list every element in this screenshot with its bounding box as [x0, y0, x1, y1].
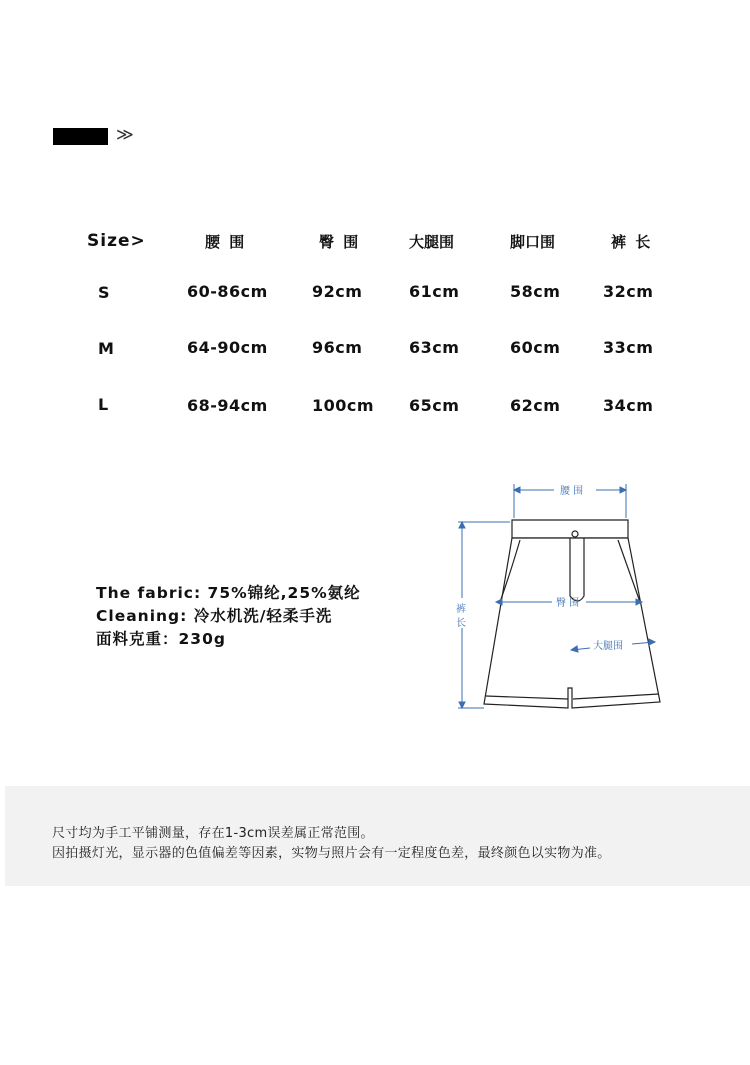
table-cell: 61cm — [409, 282, 460, 301]
fabric-weight: 面料克重：230g — [96, 630, 226, 648]
thigh-label: 大腿围 — [593, 641, 623, 652]
header-length: 裤 长 — [611, 233, 653, 251]
table-cell: 32cm — [603, 282, 654, 301]
header-size: Size> — [87, 231, 146, 251]
table-cell: 63cm — [409, 338, 460, 357]
length-label-top: 裤 — [456, 604, 466, 615]
table-cell: 60cm — [510, 338, 561, 357]
table-cell: 64-90cm — [187, 338, 268, 357]
header-hem: 脚口围 — [510, 233, 556, 251]
length-label-bottom: 长 — [456, 618, 466, 629]
table-cell: 92cm — [312, 282, 363, 301]
table-cell: 100cm — [312, 396, 375, 415]
table-cell: 65cm — [409, 396, 460, 415]
row-size-label: M — [98, 339, 115, 358]
waist-label: 腰 围 — [560, 486, 584, 497]
hip-label: 臀 围 — [556, 598, 580, 609]
header-thigh: 大腿围 — [409, 233, 455, 251]
table-cell: 33cm — [603, 338, 654, 357]
cleaning-instructions: Cleaning: 冷水机洗/轻柔手洗 — [96, 607, 333, 625]
table-cell: 62cm — [510, 396, 561, 415]
header-hip: 臀 围 — [319, 233, 361, 251]
shorts-outline — [484, 520, 660, 708]
fabric-info — [96, 582, 361, 651]
double-chevron-icon: ≫ — [116, 125, 134, 145]
header-waist: 腰 围 — [205, 233, 247, 251]
table-cell: 68-94cm — [187, 396, 268, 415]
row-size-label: L — [98, 395, 109, 414]
notice-measurement-tolerance: 尺寸均为手工平铺测量，存在1-3cm误差属正常范围。 — [52, 826, 374, 841]
table-cell: 96cm — [312, 338, 363, 357]
size-table — [0, 0, 750, 430]
notice-box — [5, 786, 750, 886]
notice-color-difference: 因拍摄灯光，显示器的色值偏差等因素，实物与照片会有一定程度色差，最终颜色以实物为准。 — [52, 846, 611, 861]
table-cell: 60-86cm — [187, 282, 268, 301]
table-cell: 58cm — [510, 282, 561, 301]
fabric-composition: The fabric: 75%锦纶,25%氨纶 — [96, 584, 361, 602]
table-cell: 34cm — [603, 396, 654, 415]
row-size-label: S — [98, 283, 111, 302]
shorts-measurement-diagram — [450, 478, 670, 728]
